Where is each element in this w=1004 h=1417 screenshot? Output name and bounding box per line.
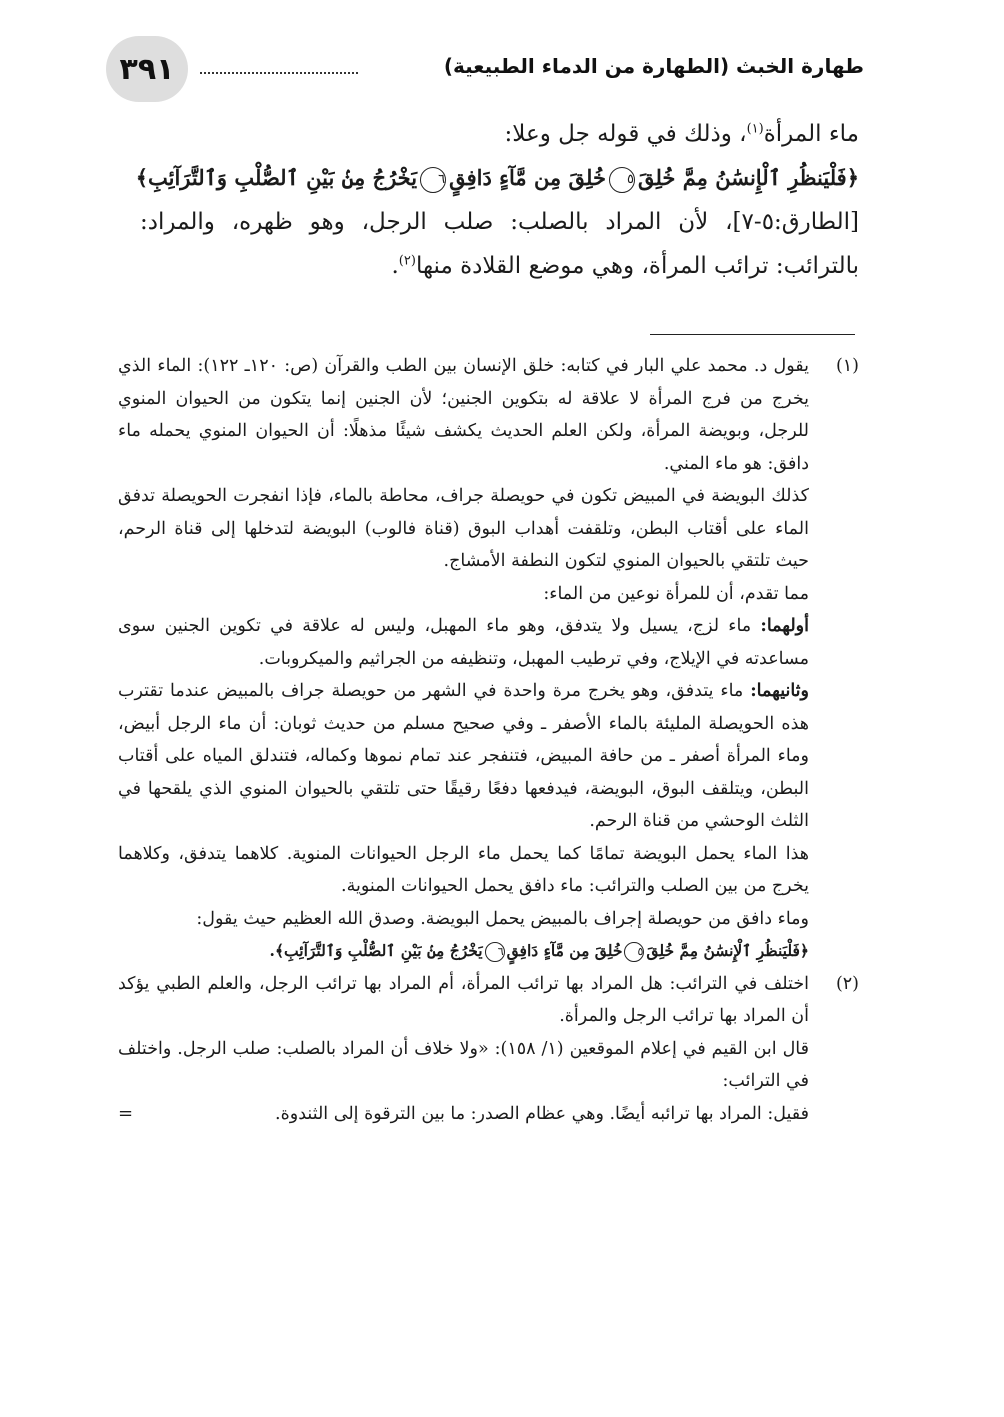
ayah-number-marker: ٥	[609, 167, 635, 193]
footnote-ref-2[interactable]: (٢)	[398, 253, 416, 269]
running-title: طهارة الخبث (الطهارة من الدماء الطبيعية)	[443, 54, 864, 78]
footnote-quran-verse: ﴿فَلْيَنظُرِ ٱلْإِنسَٰنُ مِمَّ خُلِقَ٥خُلِقَ مِن مَّآءٍ دَافِقٍ٦يَخْرُجُ مِنۢ بَيْنِ ٱلصُّلْبِ وَٱلتَّرَآئِبِ﴾.	[269, 941, 809, 960]
ayah-number-marker: ٦	[420, 167, 446, 193]
ornate-bracket-close: ﴾	[135, 165, 148, 190]
footnote-2	[118, 968, 859, 1131]
footnotes	[118, 350, 859, 1130]
main-text	[135, 112, 859, 288]
continuation-mark: =	[118, 1102, 134, 1124]
footnote-ref-1[interactable]: (١)	[746, 121, 764, 137]
ayah-number-marker: ٦	[485, 942, 505, 962]
page-number: ٣٩١	[106, 36, 188, 102]
footnote-body: يقول د. محمد علي البار في كتابه: خلق الإنسان بين الطب والقرآن (ص: ١٢٠ـ ١٢٢): الماء الذي يخرج من فرج المرأة لا علاقة له بتكوين الجنين؛ لأن الجنين إنما يتكون من الحيوان المنوي للرجل، وبويضة المرأة، ولكن العلم الحديث يكشف شيئًا مذهلًا: أن الحيوان المنوي يحمله ماء دافق: هو ماء المني. كذلك البويضة في المبيض تكون في حويصلة جراف، محاطة بالماء، فإذا انفجرت الحويصلة تدفق الماء على أقتاب البطن، وتلقفت أهداب البوق (قناة فالوب) البويضة لتدخلها إلى قناة الرحم، حيث تلتقي بالحيوان المنوي لتكون النطفة الأمشاج. مما تقدم، أن للمرأة نوعين من الماء: أولهما: ماء لزج، يسيل ولا يتدفق، وهو ماء المهبل، وليس له علاقة في تكوين الجنين سوى مساعدته في الإيلاج، وفي ترطيب المهبل، وتنظيفه من الجراثيم والميكروبات. وثانيهما: ماء يتدفق، وهو يخرج مرة واحدة في الشهر من حويصلة جراف بالمبيض عندما تقترب هذه الحويصلة المليئة بالماء الأصفر ـ وفي صحيح مسلم من حديث ثوبان: أن ماء الرجل أبيض، وماء المرأة أصفر ـ من حافة المبيض، فتنفجر عند تمام نموها وكماله، فتندلق المياه على أقتاب البطن، ويتلقف البوق، البويضة، فيدفعها دفعًا رقيقًا حتى تلتقي بالحيوان المنوي الذي يلقحها في الثلث الوحشي من قناة الرحم. هذا الماء يحمل البويضة تمامًا كما يحمل ماء الرجل الحيوانات المنوية. كلاهما يتدفق، وكلاهما يخرج من بين الصلب والترائب: ماء دافق يحمل الحيوانات المنوية. وماء دافق من حويصلة إجراف بالمبيض يحمل البويضة. وصدق الله العظيم حيث يقول: ﴿فَلْيَنظُرِ ٱلْإِنسَٰنُ مِمَّ خُلِقَ٥خُلِقَ مِن مَّآءٍ دَافِقٍ٦يَخْرُجُ مِنۢ بَيْنِ ٱلصُّلْبِ وَٱلتَّرَآئِبِ﴾.	[118, 350, 809, 968]
header-dotted-leader	[200, 72, 358, 74]
footnote-1	[118, 350, 859, 968]
footnote-body: اختلف في الترائب: هل المراد بها ترائب المرأة، أم المراد بها ترائب الرجل، والعلم الطبي يؤكد أن المراد بها ترائب الرجل والمرأة. قال ابن القيم في إعلام الموقعين (١/ ١٥٨): «ولا خلاف أن المراد بالصلب: صلب الرجل. واختلف في الترائب: فقيل: المراد بها ترائبه أيضًا. وهي عظام الصدر: ما بين الترقوة إلى الثندوة. =	[118, 968, 809, 1131]
main-paragraph: [الطارق:٥-٧]، لأن المراد بالصلب: صلب الرجل، وهو ظهره، والمراد: بالترائب: ترائب المرأة، وهي موضع القلادة منها$^{(٢)}$.	[140, 209, 859, 279]
ayah-number-marker: ٥	[624, 942, 644, 962]
footnote-number: (٢)	[835, 973, 859, 994]
ornate-bracket-open: ﴿	[846, 165, 859, 190]
main-line-1: ماء المرأة$^{(١)}$، وذلك في قوله جل وعلا:	[504, 121, 859, 147]
page-header	[108, 40, 864, 100]
footnote-separator	[650, 334, 855, 335]
footnote-number: (١)	[835, 356, 859, 376]
quran-verse: ﴿فَلْيَنظُرِ ٱلْإِنسَٰنُ مِمَّ خُلِقَ٥خُلِقَ مِن مَّآءٍ دَافِقٍ٦يَخْرُجُ مِنۢ بَيْنِ ٱلصُّلْبِ وَٱلتَّرَآئِبِ﴾	[140, 156, 859, 200]
